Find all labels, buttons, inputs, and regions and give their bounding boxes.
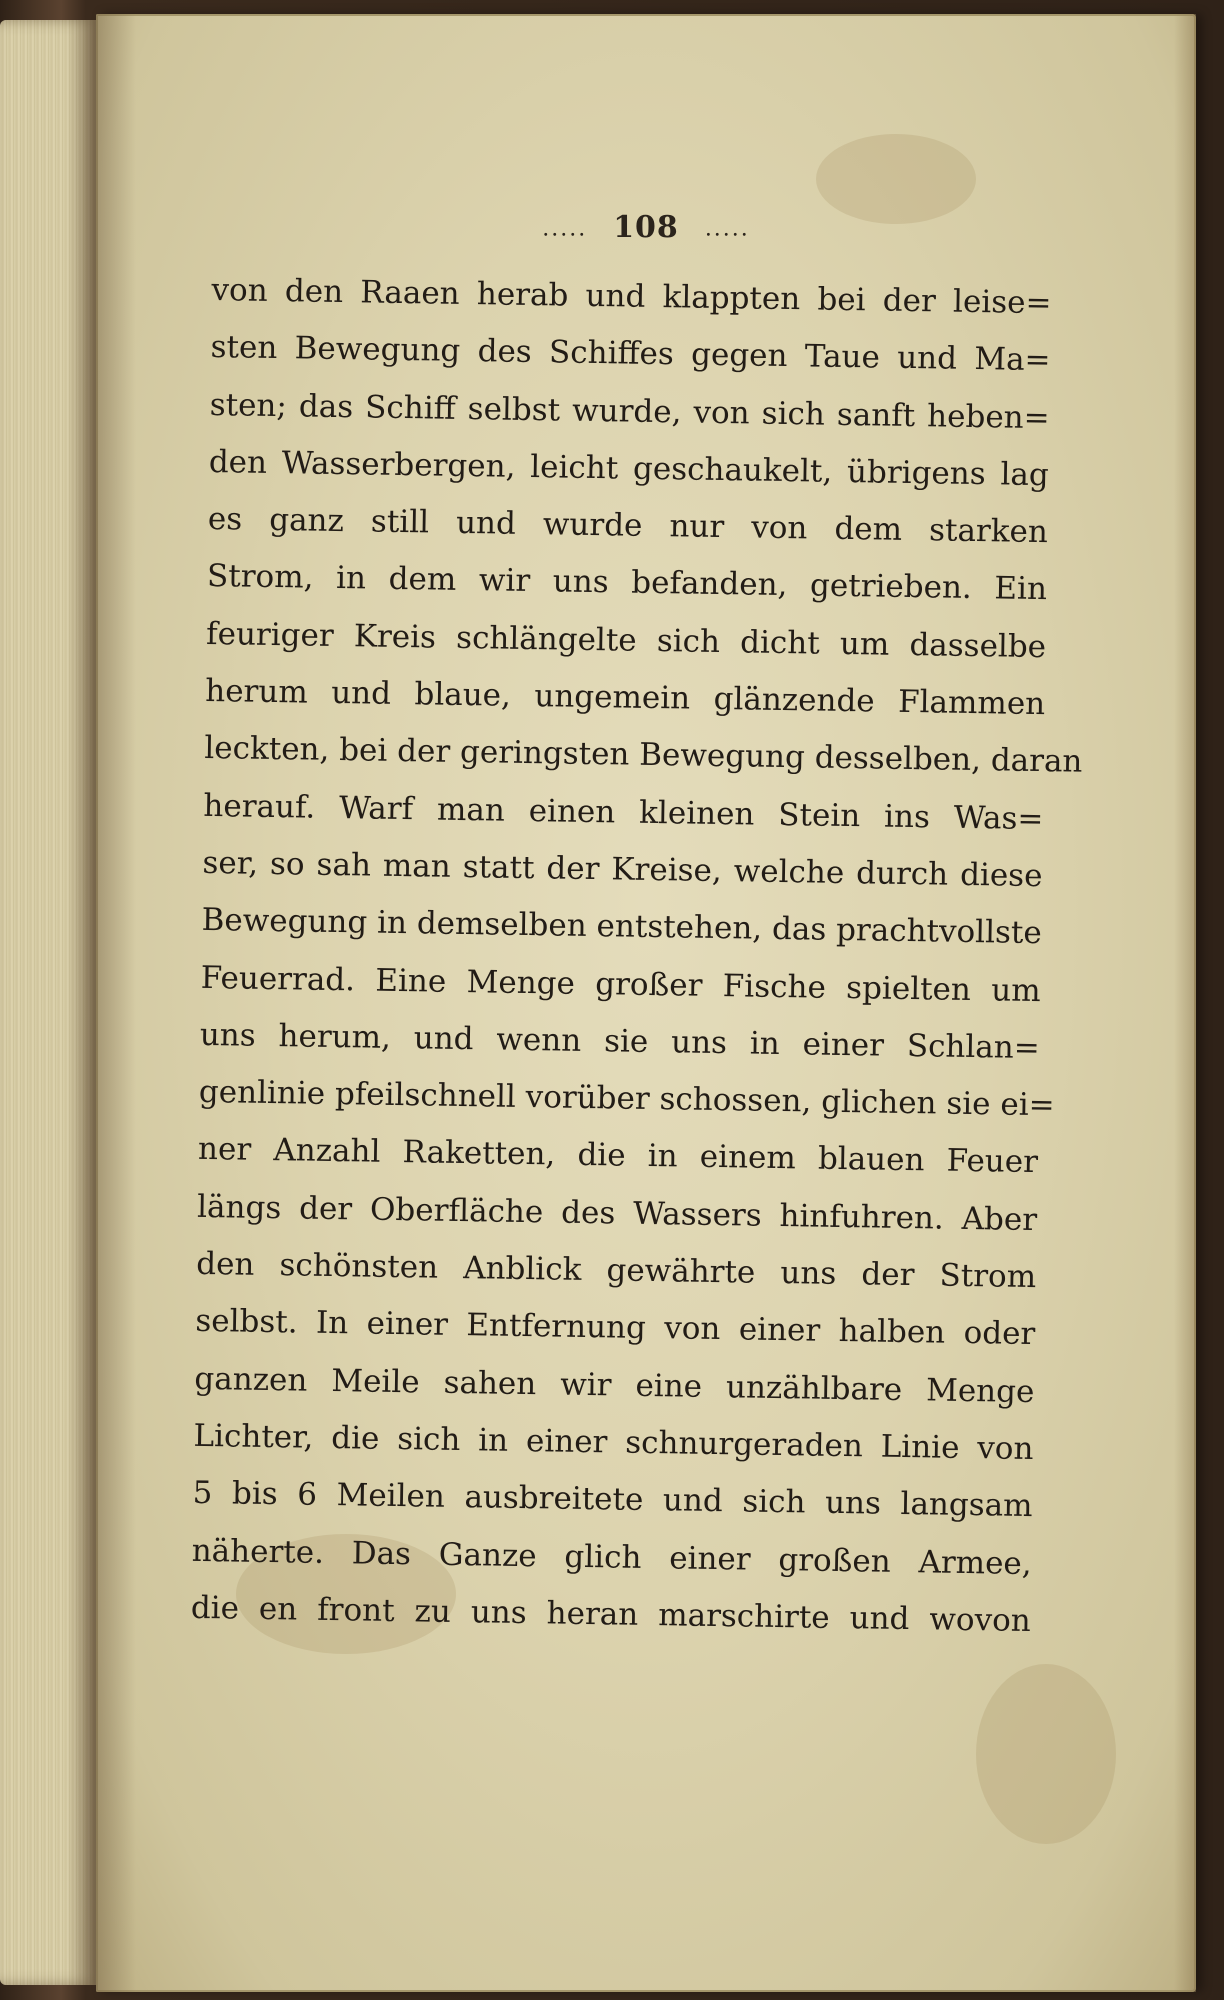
text-line: näherte. Das Ganze glich einer großen Armee,: [191, 1532, 1032, 1582]
text-line: herauf. Warf man einen kleinen Stein ins Was=: [203, 787, 1044, 837]
text-line: die en front zu uns heran marschirte und wovon: [190, 1589, 1032, 1639]
text-line: es ganz still und wurde nur von dem starken: [207, 501, 1049, 551]
text-line: den Wasserbergen, leicht geschaukelt, übrigens lag: [208, 443, 1050, 494]
text-line: von den Raaen herab und klappten bei der leise=: [211, 271, 1052, 322]
page-stack-edge: [0, 20, 96, 1985]
text-line: längs der Oberfläche des Wassers hinfuhren. Aber: [196, 1188, 1038, 1238]
text-line: ner Anzahl Raketten, die in einem blauen Feuer: [197, 1131, 1039, 1181]
text-line: Lichter, die sich in einer schnurgeraden Linie von: [193, 1417, 1034, 1467]
text-line: den schönsten Anblick gewährte uns der Strom: [195, 1245, 1037, 1296]
page-header: [96, 210, 1196, 245]
text-line: ganzen Meile sahen wir eine unzählbare Menge: [194, 1360, 1035, 1410]
text-line: Feuerrad. Eine Menge großer Fische spielten um: [200, 959, 1041, 1009]
text-line: genlinie pfeilschnell vorüber schossen, glichen sie ei=: [198, 1074, 1055, 1124]
paper-stain: [976, 1664, 1116, 1844]
text-line: sten Bewegung des Schiffes gegen Taue und Ma=: [210, 329, 1051, 379]
text-line: 5 bis 6 Meilen ausbreitete und sich uns langsam: [192, 1475, 1033, 1525]
page-number: 108: [613, 210, 679, 245]
text-line: Strom, in dem wir uns befanden, getrieben. Ein: [206, 558, 1048, 608]
text-line: feuriger Kreis schlängelte sich dicht um dasselbe: [205, 615, 1047, 665]
header-right-dots: .....: [704, 216, 750, 242]
text-line: Bewegung in demselben entstehen, das prachtvollste: [201, 902, 1043, 952]
header-left-dots: .....: [542, 216, 588, 242]
page-body-text: [190, 262, 1083, 1650]
text-line: sten; das Schiff selbst wurde, von sich sanft heben=: [209, 386, 1050, 436]
text-line: herum und blaue, ungemein glänzende Flammen: [204, 673, 1046, 723]
text-line: ser, so sah man statt der Kreise, welche durch diese: [202, 844, 1043, 895]
text-line: uns herum, und wenn sie uns in einer Schlan=: [199, 1016, 1041, 1066]
text-line: selbst. In einer Entfernung von einer halben oder: [195, 1303, 1036, 1353]
text-line: leckten, bei der geringsten Bewegung desselben, daran: [204, 730, 1083, 781]
